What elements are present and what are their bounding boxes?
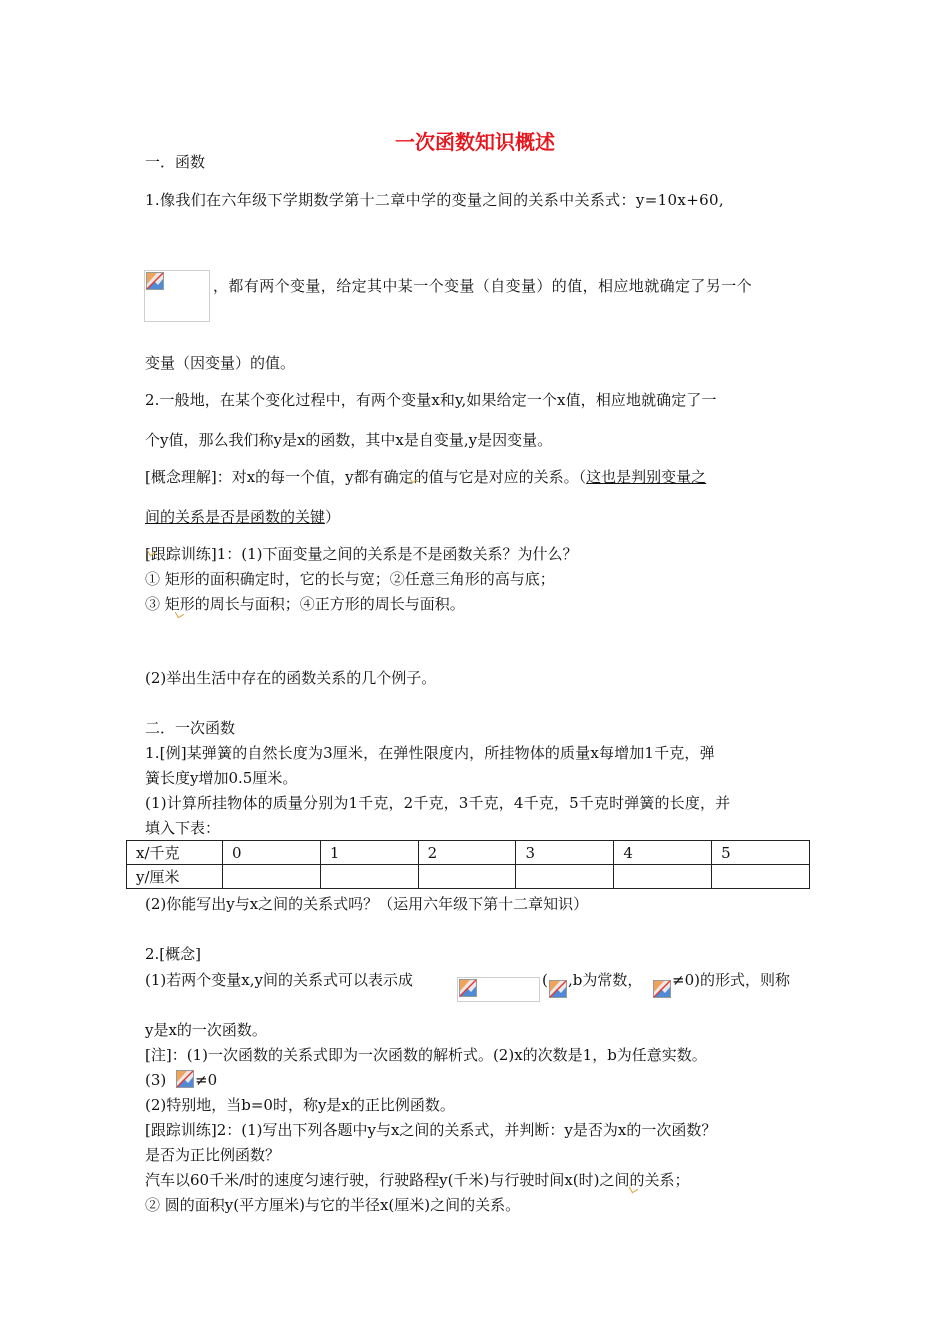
section-1-heading: 一．函数 (145, 153, 206, 171)
table-cell: 4 (614, 841, 712, 865)
example-line-1: 1.[例]某弹簧的自然长度为3厘米，在弹性限度内，所挂物体的质量x每增加1千克，弹 (145, 744, 715, 762)
formula-image-placeholder (144, 270, 210, 322)
broken-image-icon (549, 980, 567, 998)
section-2-heading: 二．一次函数 (145, 719, 236, 737)
concept-definition-part-a: (1)若两个变量x,y间的关系式可以表示成 (145, 971, 413, 989)
paragraph-2-line-2: 个y值，那么我们称y是x的函数，其中x是自变量,y是因变量。 (145, 431, 553, 449)
exercise-1-part-2: (2)举出生活中存在的函数关系的几个例子。 (145, 669, 437, 687)
concept-line-2 (145, 507, 340, 527)
table-cell: 2 (418, 841, 516, 865)
table-row (127, 841, 810, 865)
table-cell: 5 (712, 841, 810, 865)
example-question-1-line-2: 填入下表： (145, 819, 221, 837)
paragraph-2-line-1: 2.一般地，在某个变化过程中，有两个变量x和y,如果给定一个x值，相应地就确定了一 (145, 391, 717, 409)
table-cell (712, 865, 810, 889)
note-3-prefix: (3) (145, 1071, 167, 1089)
exercise-2-item-b: ② 圆的面积y(平方厘米)与它的半径x(厘米)之间的关系。 (145, 1196, 521, 1214)
special-case-line: (2)特别地，当b=0时，称y是x的正比例函数。 (145, 1096, 455, 1114)
formula-image-placeholder (653, 980, 671, 998)
broken-image-icon (146, 272, 164, 290)
example-question-2: (2)你能写出y与x之间的关系式吗？（运用六年级下第十二章知识） (145, 895, 589, 913)
table-cell: 3 (516, 841, 614, 865)
concept-close-paren: ） (325, 508, 341, 526)
concept-line-1 (145, 467, 706, 487)
paragraph-1-line-3: 变量（因变量）的值。 (145, 354, 296, 372)
concept-text: [概念理解]：对x的每一个值，y都有确定的值与它是对应的关系。（ (145, 468, 587, 486)
paragraph-1-line-2: ，都有两个变量，给定其中某一个变量（自变量）的值，相应地就确定了另一个 (213, 277, 753, 295)
broken-image-icon (459, 979, 477, 997)
table-cell: y/厘米 (127, 865, 223, 889)
note-line: [注]：(1)一次函数的关系式即为一次函数的解析式。(2)x的次数是1，b为任意实数。 (145, 1046, 707, 1064)
table-cell (320, 865, 418, 889)
example-line-2: 簧长度y增加0.5厘米。 (145, 769, 298, 787)
concept-underlined-text: 这也是判别变量之 (586, 468, 707, 486)
formula-image-placeholder (176, 1070, 194, 1088)
concept-underlined-text-2: 间的关系是否是函数的关键 (145, 508, 326, 526)
exercise-2-line-1: [跟踪训练]2：(1)写出下列各题中y与x之间的关系式，并判断：y是否为x的一次函数？ (145, 1121, 717, 1139)
concept-definition-part-d: ≠0)的形式，则称 (672, 971, 790, 989)
exercise-1-items-a: ① 矩形的面积确定时，它的长与宽；②任意三角形的高与底； (145, 570, 555, 588)
concept-heading: 2.[概念] (145, 945, 202, 963)
broken-image-icon (653, 980, 671, 998)
exercise-1-items-b: ③ 矩形的周长与面积；④正方形的周长与面积。 (145, 595, 465, 613)
table-cell (516, 865, 614, 889)
table-row (127, 865, 810, 889)
document-title: 一次函数知识概述 (395, 130, 555, 154)
exercise-2-line-2: 是否为正比例函数？ (145, 1146, 281, 1164)
table-cell (223, 865, 321, 889)
exercise-1-question: [跟踪训练]1：(1)下面变量之间的关系是不是函数关系？为什么？ (145, 545, 578, 563)
table-cell: 1 (320, 841, 418, 865)
concept-definition-part-c: ,b为常数， (568, 971, 643, 989)
formula-image-placeholder (549, 980, 567, 998)
note-3-suffix: ≠0 (195, 1071, 218, 1089)
table-cell: x/千克 (127, 841, 223, 865)
concept-open-paren: ( (542, 971, 548, 989)
spring-length-table (126, 840, 810, 889)
broken-image-icon (176, 1070, 194, 1088)
exercise-2-item-a: 汽车以60千米/时的速度匀速行驶，行驶路程y(千米)与行驶时间x(时)之间的关系； (145, 1171, 690, 1189)
table-cell (418, 865, 516, 889)
concept-definition-line-2: y是x的一次函数。 (145, 1021, 267, 1039)
formula-image-placeholder (457, 977, 540, 1002)
paragraph-1-line-1: 1.像我们在六年级下学期数学第十二章中学的变量之间的关系中关系式：y=10x+60, (145, 191, 725, 209)
example-question-1-line-1: (1)计算所挂物体的质量分别为1千克，2千克，3千克，4千克，5千克时弹簧的长度，并 (145, 794, 731, 812)
table-cell (614, 865, 712, 889)
table-cell: 0 (223, 841, 321, 865)
